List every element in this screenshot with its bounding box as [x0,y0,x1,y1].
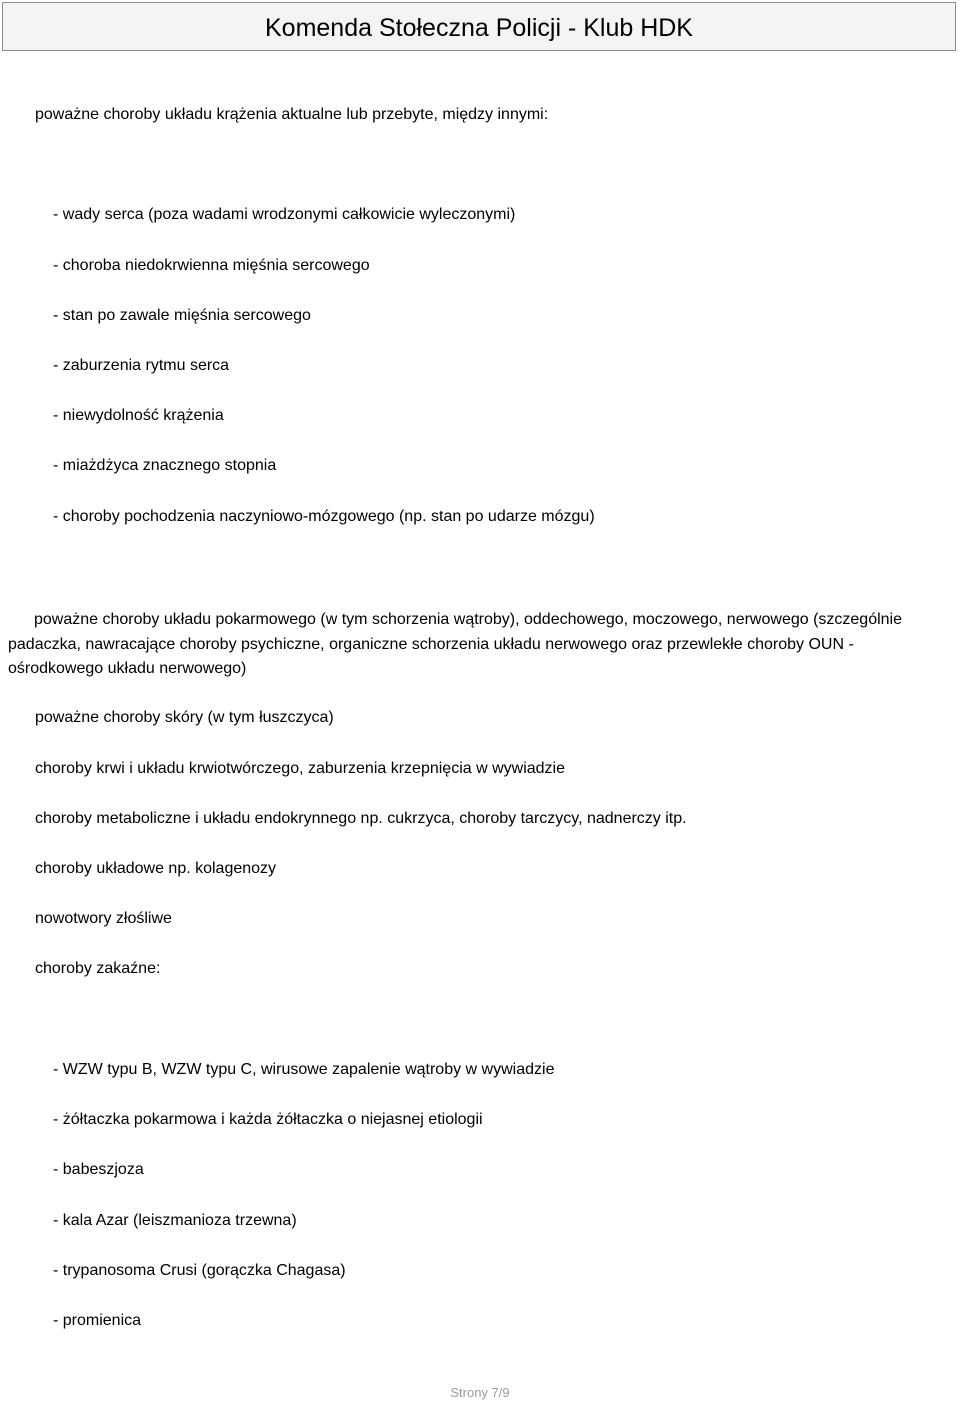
cardio-item: - miażdżyca znacznego stopnia [53,457,277,474]
page-header [2,2,956,51]
condition-item: poważne choroby skóry (w tym łuszczyca) [35,709,334,726]
infectious-item: - kala Azar (leiszmanioza trzewna) [53,1212,297,1229]
condition-item: choroby metaboliczne i układu endokrynnego np. cukrzyca, choroby tarczycy, nadnerczy itp. [35,810,687,827]
condition-item: choroby zakaźne: [35,960,161,977]
cardio-intro: poważne choroby układu krążenia aktualne lub przebyte, między innymi: [35,106,549,123]
condition-item: nowotwory złośliwe [35,910,172,927]
cardio-item: - niewydolność krążenia [53,407,224,424]
cardio-item: - wady serca (poza wadami wrodzonymi całkowicie wyleczonymi) [53,206,516,223]
cardio-item: - choroba niedokrwienna mięśnia sercowego [53,257,370,274]
infectious-item: - babeszjoza [53,1161,144,1178]
condition-item: choroby krwi i układu krwiotwórczego, zaburzenia krzepnięcia w wywiadzie [35,760,565,777]
condition-item: choroby układowe np. kolagenozy [35,860,277,877]
infectious-item: - WZW typu B, WZW typu C, wirusowe zapalenie wątroby w wywiadzie [53,1061,555,1078]
infectious-item: - trypanosoma Crusi (gorączka Chagasa) [53,1262,346,1279]
page-number: Strony 7/9 [450,1385,510,1400]
cardio-item: - zaburzenia rytmu serca [53,357,230,374]
infectious-item: - żółtaczka pokarmowa i każda żółtaczka o niejasnej etiologii [53,1111,483,1128]
systems-paragraph: poważne choroby układu pokarmowego (w tym schorzenia wątroby), oddechowego, moczowego, nerwowego (szczególnie padaczka, nawracające choroby psychiczne, organiczne schorzenia układu nerwowego oraz przewlekłe choroby OUN - ośrodkowego układu nerwowego) [8,611,903,677]
cardio-item: - choroby pochodzenia naczyniowo-mózgowego (np. stan po udarze mózgu) [53,508,595,525]
cardio-item: - stan po zawale mięśnia sercowego [53,307,311,324]
infectious-item: - promienica [53,1312,142,1329]
page-title: Komenda Stołeczna Policji - Klub HDK [265,14,693,42]
